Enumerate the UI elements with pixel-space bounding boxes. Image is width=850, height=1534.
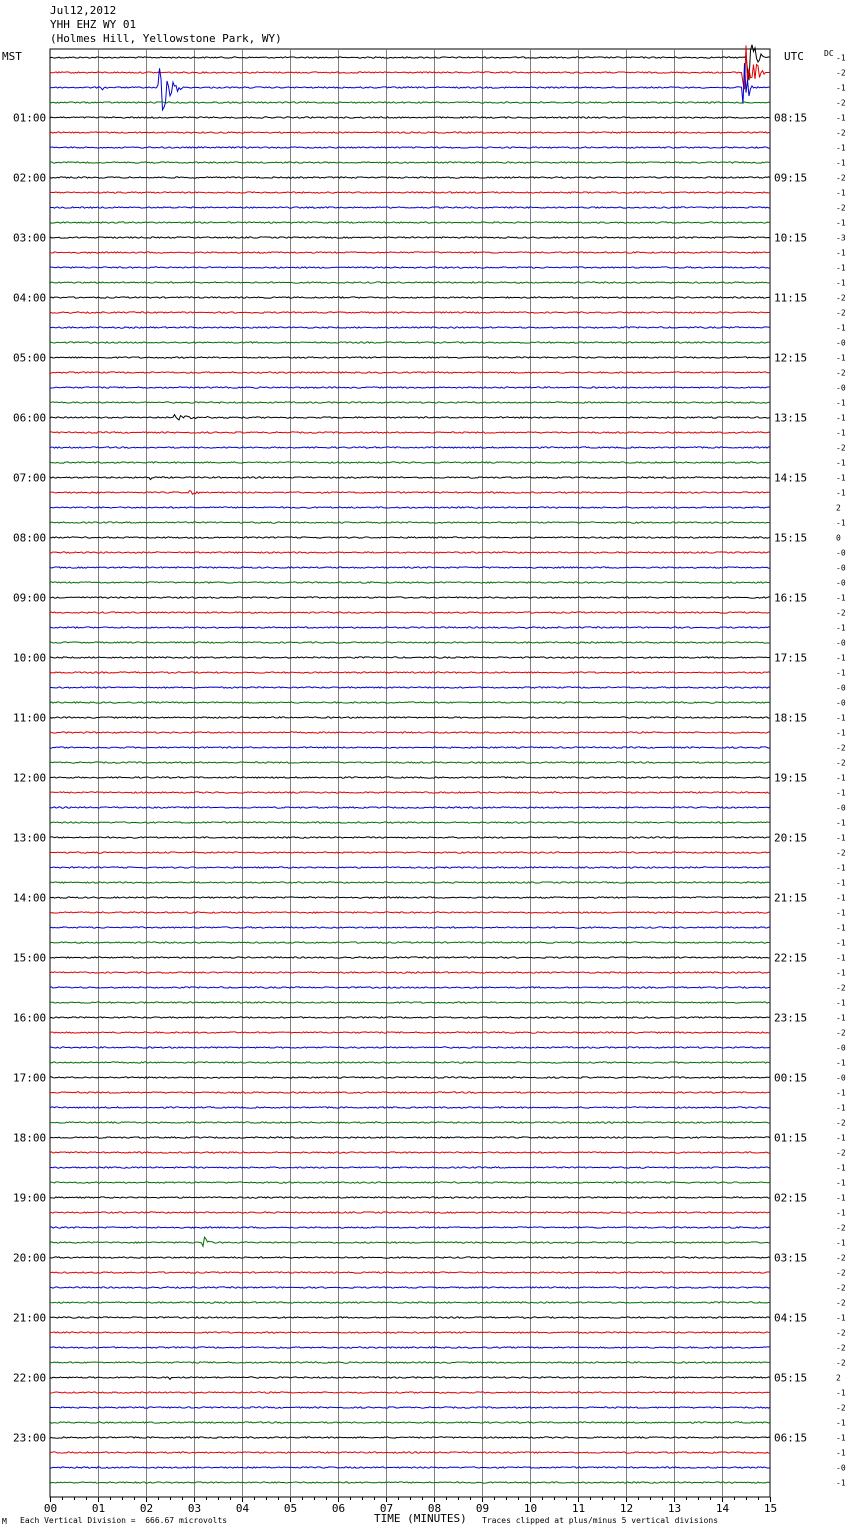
- utc-hour-label: 19:15: [774, 771, 808, 785]
- seismic-trace: [50, 672, 770, 673]
- utc-hour-label: 09:15: [774, 171, 808, 185]
- seismic-trace: [50, 612, 770, 613]
- seismic-trace: [50, 207, 770, 208]
- seismic-trace: [50, 882, 770, 883]
- mst-hour-label: 03:00: [13, 231, 47, 245]
- dc-offset-label: 0: [836, 533, 841, 543]
- utc-hour-label: 04:15: [774, 1311, 808, 1325]
- dc-offset-label: -0: [836, 698, 846, 708]
- utc-hour-label: 03:15: [774, 1251, 808, 1265]
- dc-offset-label: -1: [836, 1418, 846, 1428]
- x-tick-label: 00: [43, 1502, 58, 1515]
- x-tick-label: 09: [475, 1502, 490, 1515]
- dc-offset-label: -2: [836, 1028, 846, 1038]
- left-axis-title: MST: [2, 50, 22, 63]
- seismic-trace: [50, 162, 770, 163]
- dc-offset-label: -2: [836, 1343, 846, 1353]
- mst-hour-label: 23:00: [13, 1431, 47, 1445]
- seismic-trace: [50, 1002, 770, 1003]
- dc-offset-label: -1: [836, 353, 846, 363]
- dc-offset-label: -2: [836, 1403, 846, 1413]
- seismic-trace: [50, 927, 770, 928]
- seismic-trace: [50, 387, 770, 388]
- dc-offset-label: -1: [836, 728, 846, 738]
- seismic-trace: [50, 597, 770, 598]
- seismic-trace: [50, 987, 770, 988]
- seismic-trace: [50, 657, 770, 658]
- mst-hour-label: 12:00: [13, 771, 47, 785]
- utc-hour-label: 01:15: [774, 1131, 808, 1145]
- seismic-trace: [50, 1422, 770, 1423]
- mst-hour-label: 19:00: [13, 1191, 47, 1205]
- seismic-trace: [50, 1467, 770, 1468]
- seismic-trace: [50, 1392, 770, 1393]
- dc-offset-label: -1: [836, 623, 846, 633]
- utc-hour-label: 12:15: [774, 351, 808, 365]
- mst-hour-label: 05:00: [13, 351, 47, 365]
- dc-offset-label: -1: [836, 818, 846, 828]
- dc-offset-label: -1: [836, 278, 846, 288]
- dc-offset-label: -1: [836, 1163, 846, 1173]
- utc-hour-label: 22:15: [774, 951, 808, 965]
- dc-offset-label: -3: [836, 233, 846, 243]
- seismic-trace: [50, 491, 770, 495]
- seismic-trace: [50, 1452, 770, 1453]
- seismic-trace: [50, 1302, 770, 1303]
- seismic-trace: [50, 102, 770, 103]
- dc-offset-label: -1: [836, 773, 846, 783]
- dc-offset-label: -1: [836, 188, 846, 198]
- mst-hour-label: 20:00: [13, 1251, 47, 1265]
- dc-offset-label: -0: [836, 1463, 846, 1473]
- dc-offset-label: -1: [836, 1013, 846, 1023]
- dc-offset-label: -1: [836, 323, 846, 333]
- dc-offset-label: -2: [836, 443, 846, 453]
- seismic-trace: [50, 912, 770, 913]
- seismic-trace: [50, 852, 770, 853]
- scale-note: Each Vertical Division = 666.67 microvolts: [20, 1516, 228, 1525]
- dc-offset-label: -1: [836, 713, 846, 723]
- dc-offset-label: -1: [836, 893, 846, 903]
- dc-offset-label: -1: [836, 833, 846, 843]
- seismic-trace: [50, 942, 770, 943]
- seismic-trace: [50, 717, 770, 718]
- seismic-trace: [50, 1482, 770, 1483]
- mst-hour-label: 14:00: [13, 891, 47, 905]
- seismic-trace: [50, 957, 770, 958]
- utc-hour-label: 21:15: [774, 891, 808, 905]
- dc-offset-label: -1: [836, 1433, 846, 1443]
- dc-offset-label: -2: [836, 368, 846, 378]
- seismic-trace: [50, 1257, 770, 1258]
- seismic-trace: [50, 312, 770, 313]
- clip-note: Traces clipped at plus/minus 5 vertical divisions: [482, 1516, 719, 1525]
- dc-offset-label: -1: [836, 53, 846, 63]
- dc-offset-label: -2: [836, 1298, 846, 1308]
- x-tick-label: 14: [715, 1502, 730, 1515]
- seismic-trace: [50, 342, 770, 343]
- seismic-trace: [50, 327, 770, 328]
- mst-hour-label: 15:00: [13, 951, 47, 965]
- plot-frame: [50, 49, 770, 1497]
- dc-offset-label: -0: [836, 383, 846, 393]
- seismic-trace: [50, 432, 770, 433]
- dc-offset-label: -1: [836, 113, 846, 123]
- mst-hour-label: 10:00: [13, 651, 47, 665]
- dc-offset-label: -1: [836, 1178, 846, 1188]
- seismic-trace: [50, 415, 770, 420]
- seismic-trace: [50, 222, 770, 223]
- dc-offset-label: -1: [836, 908, 846, 918]
- dc-offset-label: -1: [836, 668, 846, 678]
- dc-offset-label: -1: [836, 968, 846, 978]
- x-tick-label: 04: [235, 1502, 250, 1515]
- seismic-trace: [50, 1362, 770, 1363]
- seismic-trace: [50, 117, 770, 118]
- seismic-trace: [50, 147, 770, 148]
- dc-offset-label: -2: [836, 608, 846, 618]
- seismic-trace: [50, 807, 770, 808]
- dc-offset-label: -2: [836, 68, 846, 78]
- seismic-trace: [50, 1047, 770, 1048]
- seismic-trace: [50, 867, 770, 868]
- dc-offset-label: -2: [836, 758, 846, 768]
- seismic-trace: [50, 252, 770, 253]
- dc-offset-label: 2: [836, 503, 841, 513]
- mst-hour-label: 11:00: [13, 711, 47, 725]
- seismic-trace: [50, 477, 770, 480]
- dc-offset-label: -2: [836, 1283, 846, 1293]
- dc-offset-label: -2: [836, 1223, 846, 1233]
- dc-offset-label: -1: [836, 143, 846, 153]
- x-tick-label: 13: [667, 1502, 682, 1515]
- utc-hour-label: 05:15: [774, 1371, 808, 1385]
- seismic-trace: [50, 777, 770, 778]
- mst-hour-label: 04:00: [13, 291, 47, 305]
- seismic-trace: [50, 1182, 770, 1183]
- dc-offset-label: -1: [836, 593, 846, 603]
- dc-offset-label: -1: [836, 458, 846, 468]
- dc-offset-label: -2: [836, 848, 846, 858]
- dc-offset-label: -2: [836, 1358, 846, 1368]
- seismic-trace: [50, 282, 770, 283]
- utc-hour-label: 18:15: [774, 711, 808, 725]
- mst-hour-label: 01:00: [13, 111, 47, 125]
- seismic-trace: [50, 402, 770, 403]
- utc-hour-label: 17:15: [774, 651, 808, 665]
- utc-hour-label: 16:15: [774, 591, 808, 605]
- dc-offset-label: -1: [836, 158, 846, 168]
- x-tick-label: 05: [283, 1502, 298, 1515]
- dc-offset-label: -2: [836, 743, 846, 753]
- dc-offset-label: -1: [836, 398, 846, 408]
- dc-offset-label: -1: [836, 788, 846, 798]
- seismic-trace: [50, 1287, 770, 1288]
- mst-hour-label: 08:00: [13, 531, 47, 545]
- x-tick-label: 10: [523, 1502, 538, 1515]
- x-tick-label: 03: [187, 1502, 202, 1515]
- dc-offset-label: 2: [836, 1373, 841, 1383]
- trace-layer: [50, 45, 770, 1483]
- x-axis-title: TIME (MINUTES): [374, 1512, 467, 1525]
- seismic-trace: [50, 1347, 770, 1348]
- dc-offset-label: -0: [836, 548, 846, 558]
- dc-offset-label: -1: [836, 518, 846, 528]
- dc-offset-label: -1: [836, 1133, 846, 1143]
- right-axis-title: UTC: [784, 50, 804, 63]
- seismic-trace: [50, 447, 770, 448]
- mst-hour-label: 06:00: [13, 411, 47, 425]
- dc-offset-label: -1: [836, 1388, 846, 1398]
- seismic-trace: [50, 822, 770, 823]
- seismic-trace: [50, 192, 770, 193]
- dc-offset-label: -1: [836, 1448, 846, 1458]
- mst-hour-label: 17:00: [13, 1071, 47, 1085]
- seismic-trace: [50, 45, 770, 89]
- dc-offset-label: -1: [836, 263, 846, 273]
- x-tick-label: 08: [427, 1502, 442, 1515]
- seismic-trace: [50, 63, 770, 110]
- dc-offset-label: -1: [836, 1103, 846, 1113]
- mst-hour-label: 22:00: [13, 1371, 47, 1385]
- dc-offset-label: -2: [836, 1118, 846, 1128]
- seismic-trace: [50, 372, 770, 373]
- dc-label: DC: [824, 49, 834, 58]
- dc-offset-label: -1: [836, 1313, 846, 1323]
- dc-offset-label: -0: [836, 563, 846, 573]
- seismic-trace: [50, 792, 770, 793]
- seismic-trace: [50, 1377, 770, 1380]
- seismic-trace: [50, 1437, 770, 1438]
- seismic-trace: [50, 1122, 770, 1123]
- x-tick-label: 12: [619, 1502, 634, 1515]
- utc-hour-label: 20:15: [774, 831, 808, 845]
- seismic-trace: [50, 732, 770, 733]
- seismic-trace: [50, 462, 770, 463]
- seismic-trace: [50, 1032, 770, 1033]
- dc-offset-label: -2: [836, 1148, 846, 1158]
- seismic-trace: [50, 267, 770, 268]
- dc-offset-label: -1: [836, 653, 846, 663]
- seismic-trace: [50, 1152, 770, 1153]
- grid-layer: [50, 49, 771, 1502]
- dc-offset-label: -1: [836, 878, 846, 888]
- seismic-trace: [50, 702, 770, 703]
- dc-offset-label: -1: [836, 488, 846, 498]
- dc-offset-label: -2: [836, 203, 846, 213]
- mst-hour-label: 18:00: [13, 1131, 47, 1145]
- seismic-trace: [50, 237, 770, 238]
- dc-offset-label: -2: [836, 128, 846, 138]
- seismic-trace: [50, 357, 770, 358]
- dc-offset-label: -2: [836, 293, 846, 303]
- seismic-trace: [50, 762, 770, 763]
- utc-hour-label: 06:15: [774, 1431, 808, 1445]
- dc-offset-label: -1: [836, 83, 846, 93]
- dc-offset-label: -1: [836, 1193, 846, 1203]
- dc-offset-label: -0: [836, 638, 846, 648]
- utc-hour-label: 02:15: [774, 1191, 808, 1205]
- utc-hour-label: 23:15: [774, 1011, 808, 1025]
- seismic-trace: [50, 1107, 770, 1108]
- dc-offset-label: -1: [836, 1238, 846, 1248]
- dc-offset-label: -1: [836, 218, 846, 228]
- seismic-trace: [50, 1272, 770, 1273]
- dc-offset-label: -0: [836, 1043, 846, 1053]
- seismic-trace: [50, 642, 770, 643]
- station-code: YHH EHZ WY 01: [50, 18, 137, 31]
- seismic-trace: [50, 1197, 770, 1198]
- dc-offset-label: -2: [836, 1268, 846, 1278]
- x-tick-label: 15: [763, 1502, 778, 1515]
- x-tick-label: 02: [139, 1502, 154, 1515]
- dc-offset-label: -1: [836, 248, 846, 258]
- seismic-trace: [50, 837, 770, 838]
- dc-offset-label: -2: [836, 1253, 846, 1263]
- x-tick-label: 01: [91, 1502, 106, 1515]
- seismic-trace: [50, 1077, 770, 1078]
- mst-hour-label: 16:00: [13, 1011, 47, 1025]
- dc-offset-label: -0: [836, 338, 846, 348]
- dc-offset-label: -1: [836, 1088, 846, 1098]
- dc-offset-label: -1: [836, 998, 846, 1008]
- seismic-trace: [50, 1092, 770, 1093]
- dc-offset-label: -1: [836, 863, 846, 873]
- mst-hour-label: 09:00: [13, 591, 47, 605]
- seismic-trace: [50, 1212, 770, 1213]
- dc-offset-label: -0: [836, 578, 846, 588]
- seismic-trace: [50, 1137, 770, 1138]
- seismic-trace: [50, 1332, 770, 1333]
- seismic-trace: [50, 132, 770, 133]
- seismic-trace: [50, 1062, 770, 1063]
- seismic-trace: [50, 687, 770, 688]
- seismic-trace: [50, 747, 770, 748]
- dc-offset-label: -2: [836, 173, 846, 183]
- dc-offset-label: -1: [836, 413, 846, 423]
- x-tick-label: 06: [331, 1502, 346, 1515]
- seismic-trace: [50, 1237, 770, 1246]
- dc-offset-label: -0: [836, 1073, 846, 1083]
- x-tick-label: 11: [571, 1502, 586, 1515]
- seismic-trace: [50, 537, 770, 538]
- dc-offset-label: -1: [836, 1208, 846, 1218]
- seismic-trace: [50, 177, 770, 178]
- label-layer: [13, 54, 846, 1516]
- seismic-trace: [50, 552, 770, 553]
- seismic-trace: [50, 45, 770, 80]
- seismic-trace: [50, 522, 770, 523]
- dc-offset-label: -2: [836, 983, 846, 993]
- dc-offset-label: -1: [836, 953, 846, 963]
- plot-date: Jul12,2012: [50, 4, 117, 17]
- seismic-trace: [50, 507, 770, 508]
- utc-hour-label: 11:15: [774, 291, 808, 305]
- dc-offset-label: -1: [836, 938, 846, 948]
- seismic-trace: [50, 567, 770, 568]
- corner-mark: M: [2, 1517, 7, 1526]
- mst-hour-label: 07:00: [13, 471, 47, 485]
- dc-offset-label: -0: [836, 683, 846, 693]
- seismic-trace: [50, 297, 770, 298]
- utc-hour-label: 15:15: [774, 531, 808, 545]
- mst-hour-label: 13:00: [13, 831, 47, 845]
- dc-offset-label: -1: [836, 1058, 846, 1068]
- seismic-trace: [50, 1407, 770, 1408]
- seismic-trace: [50, 582, 770, 583]
- dc-offset-label: -0: [836, 803, 846, 813]
- seismic-trace: [50, 627, 770, 628]
- seismic-trace: [50, 897, 770, 898]
- station-location: (Holmes Hill, Yellowstone Park, WY): [50, 32, 282, 45]
- utc-hour-label: 14:15: [774, 471, 808, 485]
- mst-hour-label: 02:00: [13, 171, 47, 185]
- dc-offset-label: -1: [836, 1478, 846, 1488]
- seismic-trace: [50, 1227, 770, 1228]
- dc-offset-label: -1: [836, 428, 846, 438]
- dc-offset-label: -2: [836, 308, 846, 318]
- seismic-trace: [50, 1167, 770, 1168]
- mst-hour-label: 21:00: [13, 1311, 47, 1325]
- utc-hour-label: 08:15: [774, 111, 808, 125]
- seismic-trace: [50, 1317, 770, 1318]
- seismic-trace: [50, 1017, 770, 1018]
- utc-hour-label: 10:15: [774, 231, 808, 245]
- x-tick-label: 07: [379, 1502, 394, 1515]
- dc-offset-label: -1: [836, 473, 846, 483]
- dc-offset-label: -2: [836, 98, 846, 108]
- seismic-trace: [50, 972, 770, 973]
- dc-offset-label: -1: [836, 923, 846, 933]
- dc-offset-label: -2: [836, 1328, 846, 1338]
- utc-hour-label: 13:15: [774, 411, 808, 425]
- utc-hour-label: 00:15: [774, 1071, 808, 1085]
